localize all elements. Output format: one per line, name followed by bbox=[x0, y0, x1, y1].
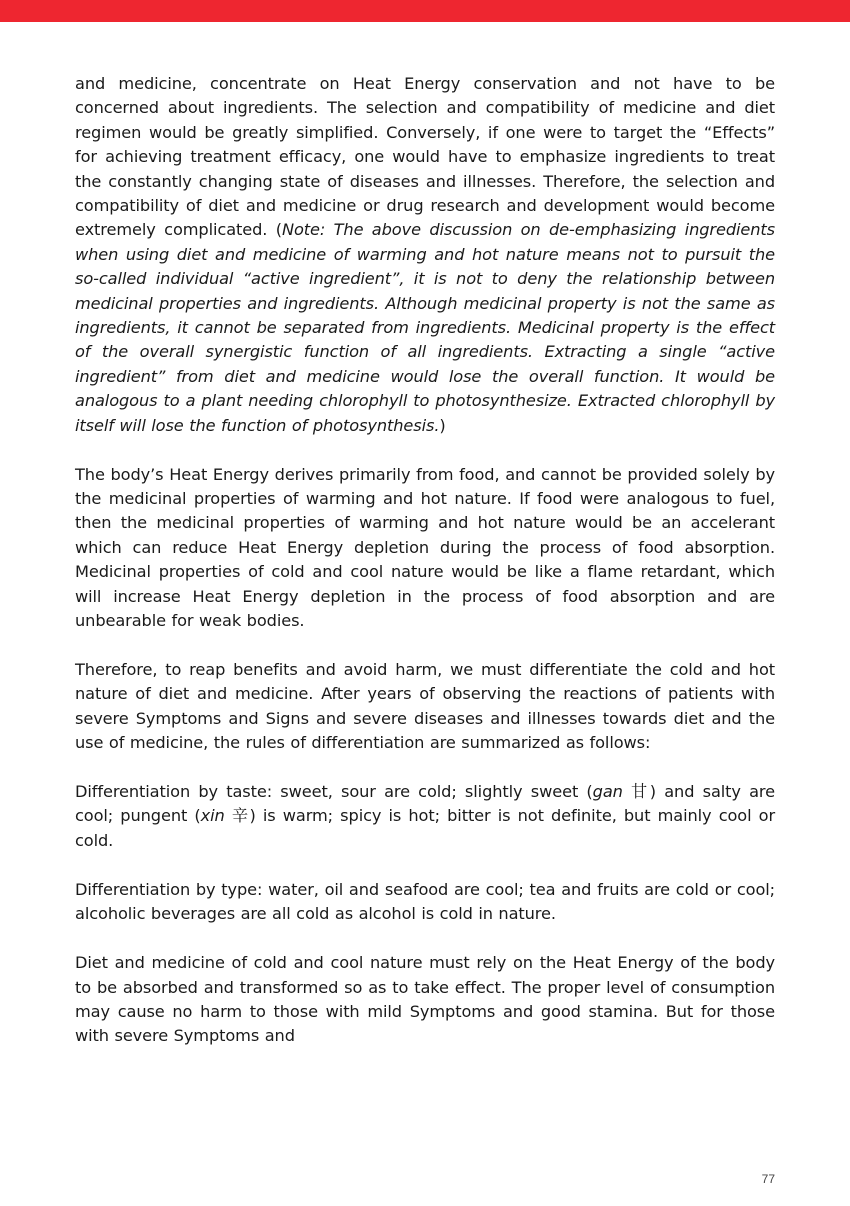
term-gan: gan bbox=[592, 782, 623, 802]
paragraph-differentiation-intro: Therefore, to reap benefits and avoid harm, we must differentiate the cold and hot nature of diet and medicine. After years of observing the reactions of patients with severe Symptoms and Signs and severe diseases and illnesses towards diet and the use of medicine, the rules of differentiation are summarized as follows: bbox=[75, 659, 775, 753]
term-xin: xin bbox=[200, 806, 225, 826]
closing-parenthesis: ) bbox=[439, 415, 446, 435]
chinese-char-gan: 甘 bbox=[622, 782, 650, 802]
page-number: 77 bbox=[761, 1172, 775, 1186]
paragraph-text: ) is warm; spicy is hot; bitter is not definite, but mainly cool or cold. bbox=[75, 806, 776, 850]
paragraph-ingredients-note bbox=[75, 72, 775, 438]
page-body bbox=[75, 72, 775, 1073]
paragraph-differentiation-by-taste bbox=[75, 780, 775, 853]
paragraph-text: and medicine, concentrate on Heat Energy conservation and not have to be concerned about ingredients. The selection and compatibility of medicine and diet regimen would be greatly simplified. Conversely, if one were to target the “Effects” for achieving treatment efficacy, one would have to emphasize ingredients to treat the constantly changing state of diseases and illnesses. Therefore, the selection and compatibility of diet and medicine or drug research and development would become extremely complicated. ( bbox=[75, 74, 775, 240]
paragraph-differentiation-by-type: Differentiation by type: water, oil and seafood are cool; tea and fruits are cold or cool; alcoholic beverages are all cold as alcohol is cold in nature. bbox=[75, 879, 775, 924]
note-text: Note: The above discussion on de-emphasizing ingredients when using diet and medicine of warming and hot nature means not to pursuit the so-called individual “active ingredient”, it is not to deny the relationship between medicinal properties and ingredients. Although medicinal property is not the same as ingredients, it cannot be separated from ingredients. Medicinal property is the effect of the overall synergistic function of all ingredients. Extracting a single “active ingredient” from diet and medicine would lose the overall function. It would be analogous to a plant needing chlorophyll to photosynthesize. Extracted chlorophyll by itself will lose the function of photosynthesis. bbox=[75, 220, 775, 435]
paragraph-heat-energy: The body’s Heat Energy derives primarily from food, and cannot be provided solely by the medicinal properties of warming and hot nature. If food were analogous to fuel, then the medicinal properties of warming and hot nature would be an accelerant which can reduce Heat Energy depletion during the process of food absorption. Medicinal properties of cold and cool nature would be like a flame retardant, which will increase Heat Energy depletion in the process of food absorption and are unbearable for weak bodies. bbox=[75, 464, 775, 631]
paragraph-text: ) and salty are cool; pungent ( bbox=[75, 782, 775, 826]
header-accent-bar bbox=[0, 0, 850, 22]
paragraph-text: Differentiation by taste: sweet, sour are cold; slightly sweet ( bbox=[75, 782, 593, 802]
paragraph-cold-cool-nature: Diet and medicine of cold and cool nature must rely on the Heat Energy of the body to be absorbed and transformed so as to take effect. The proper level of consumption may cause no harm to those with mild Symptoms and good stamina. But for those with severe Symptoms and bbox=[75, 953, 775, 1046]
chinese-char-xin: 辛 bbox=[224, 806, 250, 826]
